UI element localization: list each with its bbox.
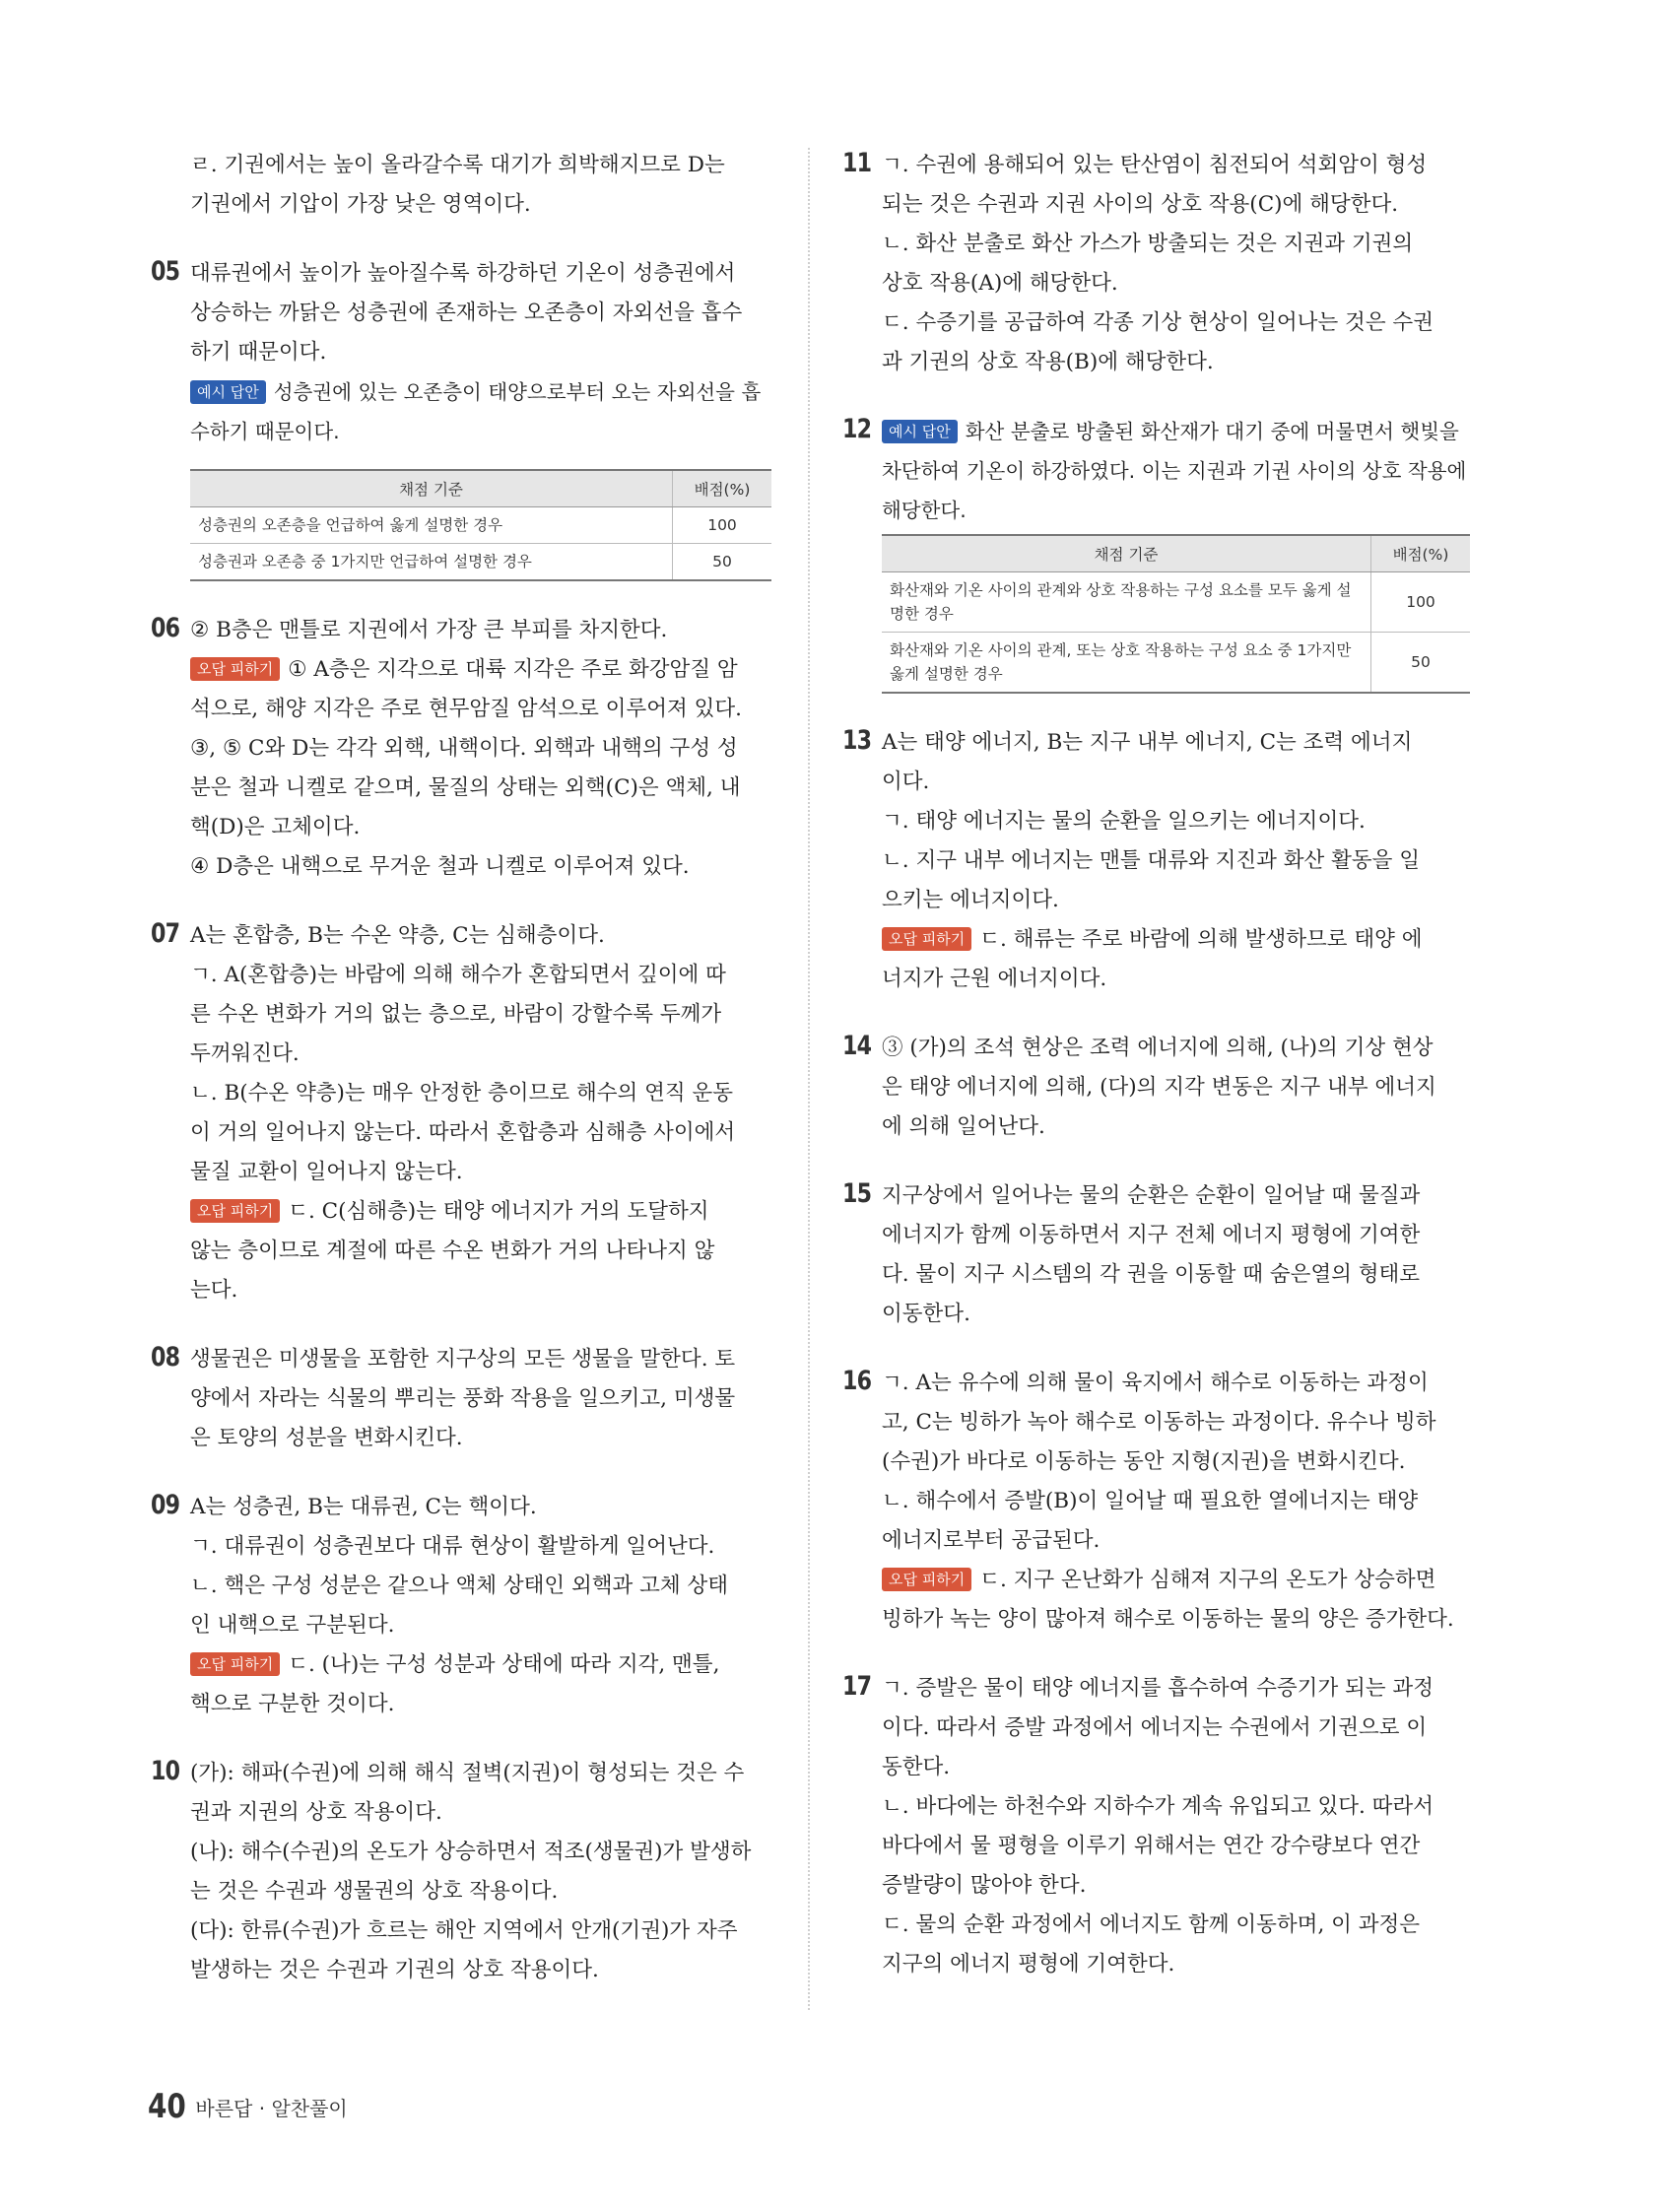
answer-14 — [842, 1029, 1470, 1147]
text-line: 인 내핵으로 구분된다. — [190, 1613, 395, 1638]
question-number: 11 — [842, 148, 872, 178]
wrong-answer-badge: 오답 피하기 — [882, 927, 971, 951]
text-line: ㄱ. 태양 에너지는 물의 순환을 일으키는 에너지이다. — [882, 809, 1366, 834]
model-answer-line: 수하기 때문이다. — [190, 420, 340, 443]
text-line: 두꺼워진다. — [190, 1041, 300, 1066]
text-line: 는다. — [190, 1278, 238, 1303]
text-line: ㄱ. A(혼합층)는 바람에 의해 해수가 혼합되면서 깊이에 따 — [190, 963, 726, 987]
text-line: ② B층은 맨틀로 지권에서 가장 큰 부피를 차지한다. — [190, 618, 668, 642]
text-line: ㄴ. 바다에는 하천수와 지하수가 계속 유입되고 있다. 따라서 — [882, 1794, 1434, 1819]
text-line: 상승하는 까닭은 성층권에 존재하는 오존층이 자외선을 흡수 — [190, 301, 743, 325]
model-answer-badge: 예시 답안 — [190, 380, 266, 404]
left-column — [151, 146, 771, 2020]
text-line: ㄱ. 수권에 용해되어 있는 탄산염이 침전되어 석회암이 형성 — [882, 153, 1428, 177]
criteria-cell: 화산재와 기온 사이의 관계, 또는 상호 작용하는 구성 요소 중 1가지만 옳게 설명한 경우 — [882, 633, 1371, 694]
answer-05 — [151, 254, 771, 581]
text-line: (수권)가 바다로 이동하는 동안 지형(지권)을 변화시킨다. — [882, 1449, 1406, 1474]
model-answer-line: 해당한다. — [882, 499, 967, 522]
text-line: 지구상에서 일어나는 물의 순환은 순환이 일어날 때 물질과 — [882, 1183, 1421, 1208]
answer-15 — [842, 1176, 1470, 1334]
model-answer-text: 성층권에 있는 오존층이 태양으로부터 오는 자외선을 흡 — [273, 380, 762, 404]
question-number: 05 — [151, 256, 180, 287]
text-line: 이동한다. — [882, 1302, 970, 1326]
text-line: 생물권은 미생물을 포함한 지구상의 모든 생물을 말한다. 토 — [190, 1347, 736, 1372]
text-line: ㄷ. 수증기를 공급하여 각종 기상 현상이 일어나는 것은 수권 — [882, 310, 1434, 335]
text-line: 기권에서 기압이 가장 낮은 영역이다. — [190, 192, 531, 217]
answer-06 — [151, 611, 771, 887]
text-line: 되는 것은 수권과 지권 사이의 상호 작용(C)에 해당한다. — [882, 192, 1399, 217]
model-answer-badge: 예시 답안 — [882, 420, 958, 443]
text-line: 이 거의 일어나지 않는다. 따라서 혼합층과 심해층 사이에서 — [190, 1120, 736, 1145]
wrong-answer-line — [190, 650, 771, 690]
text-line: A는 태양 에너지, B는 지구 내부 에너지, C는 조력 에너지 — [882, 730, 1413, 755]
table-header-criteria: 채점 기준 — [190, 470, 673, 507]
text-line: 이다. 따라서 증발 과정에서 에너지는 수권에서 기권으로 이 — [882, 1715, 1428, 1740]
question-number: 15 — [842, 1178, 872, 1209]
table-row — [190, 544, 771, 581]
text-line: 증발량이 많아야 한다. — [882, 1873, 1087, 1898]
text-line: 이다. — [882, 770, 930, 794]
text-line: 고, C는 빙하가 녹아 해수로 이동하는 과정이다. 유수나 빙하 — [882, 1410, 1436, 1435]
question-number: 17 — [842, 1671, 872, 1702]
text-line: 분은 철과 니켈로 같으며, 물질의 상태는 외핵(C)은 액체, 내 — [190, 775, 741, 800]
text-line: ㄴ. 핵은 구성 성분은 같으나 액체 상태인 외핵과 고체 상태 — [190, 1574, 729, 1598]
text-line: (나): 해수(수권)의 온도가 상승하면서 적조(생물권)가 발생하 — [190, 1840, 752, 1864]
score-cell: 100 — [673, 507, 772, 544]
text-line: 너지가 근원 에너지이다. — [882, 967, 1107, 991]
wrong-answer-text: ㄷ. 지구 온난화가 심해져 지구의 온도가 상승하면 — [979, 1568, 1436, 1592]
text-line: ㄷ. 물의 순환 과정에서 에너지도 함께 이동하며, 이 과정은 — [882, 1912, 1421, 1937]
text-line: A는 혼합층, B는 수온 약층, C는 심해층이다. — [190, 923, 605, 948]
text-line: 하기 때문이다. — [190, 340, 327, 365]
question-number: 14 — [842, 1031, 872, 1061]
text-line: 은 토양의 성분을 변화시킨다. — [190, 1426, 463, 1450]
text-line: ㄴ. 해수에서 증발(B)이 일어날 때 필요한 열에너지는 태양 — [882, 1489, 1419, 1513]
wrong-answer-badge: 오답 피하기 — [190, 657, 280, 681]
model-answer-line: 차단하여 기온이 하강하였다. 이는 지권과 기권 사이의 상호 작용에 — [882, 459, 1467, 483]
answer-04-continuation — [151, 146, 771, 225]
text-line: 빙하가 녹는 양이 많아져 해수로 이동하는 물의 양은 증가한다. — [882, 1607, 1454, 1632]
text-line: 른 수온 변화가 거의 없는 층으로, 바람이 강할수록 두께가 — [190, 1002, 722, 1027]
text-line: (다): 한류(수권)가 흐르는 해안 지역에서 안개(기권)가 자주 — [190, 1918, 738, 1943]
table-row — [882, 572, 1470, 633]
criteria-cell: 성층권과 오존층 중 1가지만 언급하여 설명한 경우 — [190, 544, 673, 581]
text-line: 양에서 자라는 식물의 뿌리는 풍화 작용을 일으키고, 미생물 — [190, 1386, 736, 1411]
text-line: 은 태양 에너지에 의해, (다)의 지각 변동은 지구 내부 에너지 — [882, 1075, 1436, 1100]
criteria-cell: 화산재와 기온 사이의 관계와 상호 작용하는 구성 요소를 모두 옳게 설명한 경우 — [882, 572, 1371, 633]
question-number: 13 — [842, 725, 872, 756]
scoring-table — [882, 534, 1470, 694]
text-line: 으키는 에너지이다. — [882, 888, 1059, 912]
wrong-answer-badge: 오답 피하기 — [882, 1568, 971, 1591]
question-number: 10 — [151, 1756, 180, 1786]
text-line: 동한다. — [882, 1755, 951, 1779]
text-line: 물질 교환이 일어나지 않는다. — [190, 1160, 463, 1184]
model-answer-line — [882, 412, 1470, 451]
right-column — [842, 146, 1470, 2014]
text-line: 석으로, 해양 지각은 주로 현무암질 암석으로 이루어져 있다. — [190, 697, 742, 721]
text-line: 과 기권의 상호 작용(B)에 해당한다. — [882, 350, 1214, 374]
text-line: ③ (가)의 조석 현상은 조력 에너지에 의해, (나)의 기상 현상 — [882, 1036, 1434, 1060]
wrong-answer-line — [882, 920, 1470, 960]
answer-17 — [842, 1669, 1470, 1984]
criteria-cell: 성층권의 오존층을 언급하여 옳게 설명한 경우 — [190, 507, 673, 544]
text-line: ㄱ. A는 유수에 의해 물이 육지에서 해수로 이동하는 과정이 — [882, 1371, 1429, 1395]
wrong-answer-line — [190, 1192, 771, 1232]
question-number: 16 — [842, 1366, 872, 1396]
answer-07 — [151, 916, 771, 1310]
table-row — [882, 633, 1470, 694]
text-line: ㄱ. 대류권이 성층권보다 대류 현상이 활발하게 일어난다. — [190, 1534, 715, 1559]
text-line: 에너지로부터 공급된다. — [882, 1528, 1101, 1553]
question-number: 08 — [151, 1342, 180, 1373]
question-number: 12 — [842, 414, 872, 444]
page-footer — [148, 2087, 348, 2126]
question-number: 09 — [151, 1490, 180, 1520]
text-line: ㄱ. 증발은 물이 태양 에너지를 흡수하여 수증기가 되는 과정 — [882, 1676, 1434, 1701]
scoring-table — [190, 469, 771, 581]
question-number: 07 — [151, 918, 180, 949]
page-number: 40 — [148, 2087, 186, 2126]
text-line: 에 의해 일어난다. — [882, 1114, 1045, 1139]
text-line: ㄴ. 화산 분출로 화산 가스가 방출되는 것은 지권과 기권의 — [882, 232, 1414, 256]
answer-10 — [151, 1754, 771, 1990]
model-answer-line — [190, 372, 771, 412]
text-line: (가): 해파(수권)에 의해 해식 절벽(지권)이 형성되는 것은 수 — [190, 1761, 745, 1785]
text-line: 핵으로 구분한 것이다. — [190, 1692, 395, 1716]
text-line: 대류권에서 높이가 높아질수록 하강하던 기온이 성층권에서 — [190, 261, 736, 286]
score-cell: 50 — [1371, 633, 1471, 694]
answer-09 — [151, 1488, 771, 1724]
text-line: 권과 지권의 상호 작용이다. — [190, 1800, 442, 1825]
answer-11 — [842, 146, 1470, 382]
text-line: ㄴ. B(수온 약층)는 매우 안정한 층이므로 해수의 연직 운동 — [190, 1081, 734, 1106]
text-line: 에너지가 함께 이동하면서 지구 전체 에너지 평형에 기여한 — [882, 1223, 1421, 1247]
text-line: 다. 물이 지구 시스템의 각 권을 이동할 때 숨은열의 형태로 — [882, 1262, 1421, 1287]
question-number: 06 — [151, 613, 180, 643]
wrong-answer-line — [190, 1645, 771, 1685]
text-line: 지구의 에너지 평형에 기여한다. — [882, 1952, 1175, 1977]
answer-16 — [842, 1364, 1470, 1640]
model-answer-text: 화산 분출로 방출된 화산재가 대기 중에 머물면서 햇빛을 — [965, 420, 1459, 443]
wrong-answer-text: ㄷ. 해류는 주로 바람에 의해 발생하므로 태양 에 — [979, 927, 1423, 952]
table-header-criteria: 채점 기준 — [882, 535, 1371, 572]
text-line: 상호 작용(A)에 해당한다. — [882, 271, 1118, 296]
score-cell: 100 — [1371, 572, 1471, 633]
answer-08 — [151, 1340, 771, 1458]
wrong-answer-text: ㄷ. C(심해층)는 태양 에너지가 거의 도달하지 — [288, 1199, 709, 1224]
column-divider — [808, 148, 810, 2010]
text-line: 바다에서 물 평형을 이루기 위해서는 연간 강수량보다 연간 — [882, 1834, 1421, 1858]
wrong-answer-line — [882, 1561, 1470, 1600]
wrong-answer-badge: 오답 피하기 — [190, 1199, 280, 1223]
wrong-answer-text: ㄷ. (나)는 구성 성분과 상태에 따라 지각, 맨틀, — [288, 1652, 720, 1677]
text-line: ④ D층은 내핵으로 무거운 철과 니켈로 이루어져 있다. — [190, 854, 690, 879]
text-line: ㄴ. 지구 내부 에너지는 맨틀 대류와 지진과 화산 활동을 일 — [882, 848, 1421, 873]
answer-13 — [842, 723, 1470, 999]
text-line: 않는 층이므로 계절에 따른 수온 변화가 거의 나타나지 않 — [190, 1239, 715, 1263]
text-line: ㄹ. 기권에서는 높이 올라갈수록 대기가 희박해지므로 D는 — [190, 153, 725, 177]
book-title: 바른답 · 알찬풀이 — [195, 2096, 348, 2120]
text-line: 는 것은 수권과 생물권의 상호 작용이다. — [190, 1879, 559, 1904]
text-line: ③, ⑤ C와 D는 각각 외핵, 내핵이다. 외핵과 내핵의 구성 성 — [190, 736, 738, 761]
text-line: A는 성층권, B는 대류권, C는 핵이다. — [190, 1495, 537, 1519]
wrong-answer-badge: 오답 피하기 — [190, 1652, 280, 1676]
text-line: 핵(D)은 고체이다. — [190, 815, 361, 839]
table-header-score: 배점(%) — [1371, 535, 1471, 572]
answer-12 — [842, 412, 1470, 694]
text-line: 발생하는 것은 수권과 기권의 상호 작용이다. — [190, 1958, 599, 1982]
score-cell: 50 — [673, 544, 772, 581]
table-header-score: 배점(%) — [673, 470, 772, 507]
table-row — [190, 507, 771, 544]
wrong-answer-text: ① A층은 지각으로 대륙 지각은 주로 화강암질 암 — [288, 657, 738, 682]
